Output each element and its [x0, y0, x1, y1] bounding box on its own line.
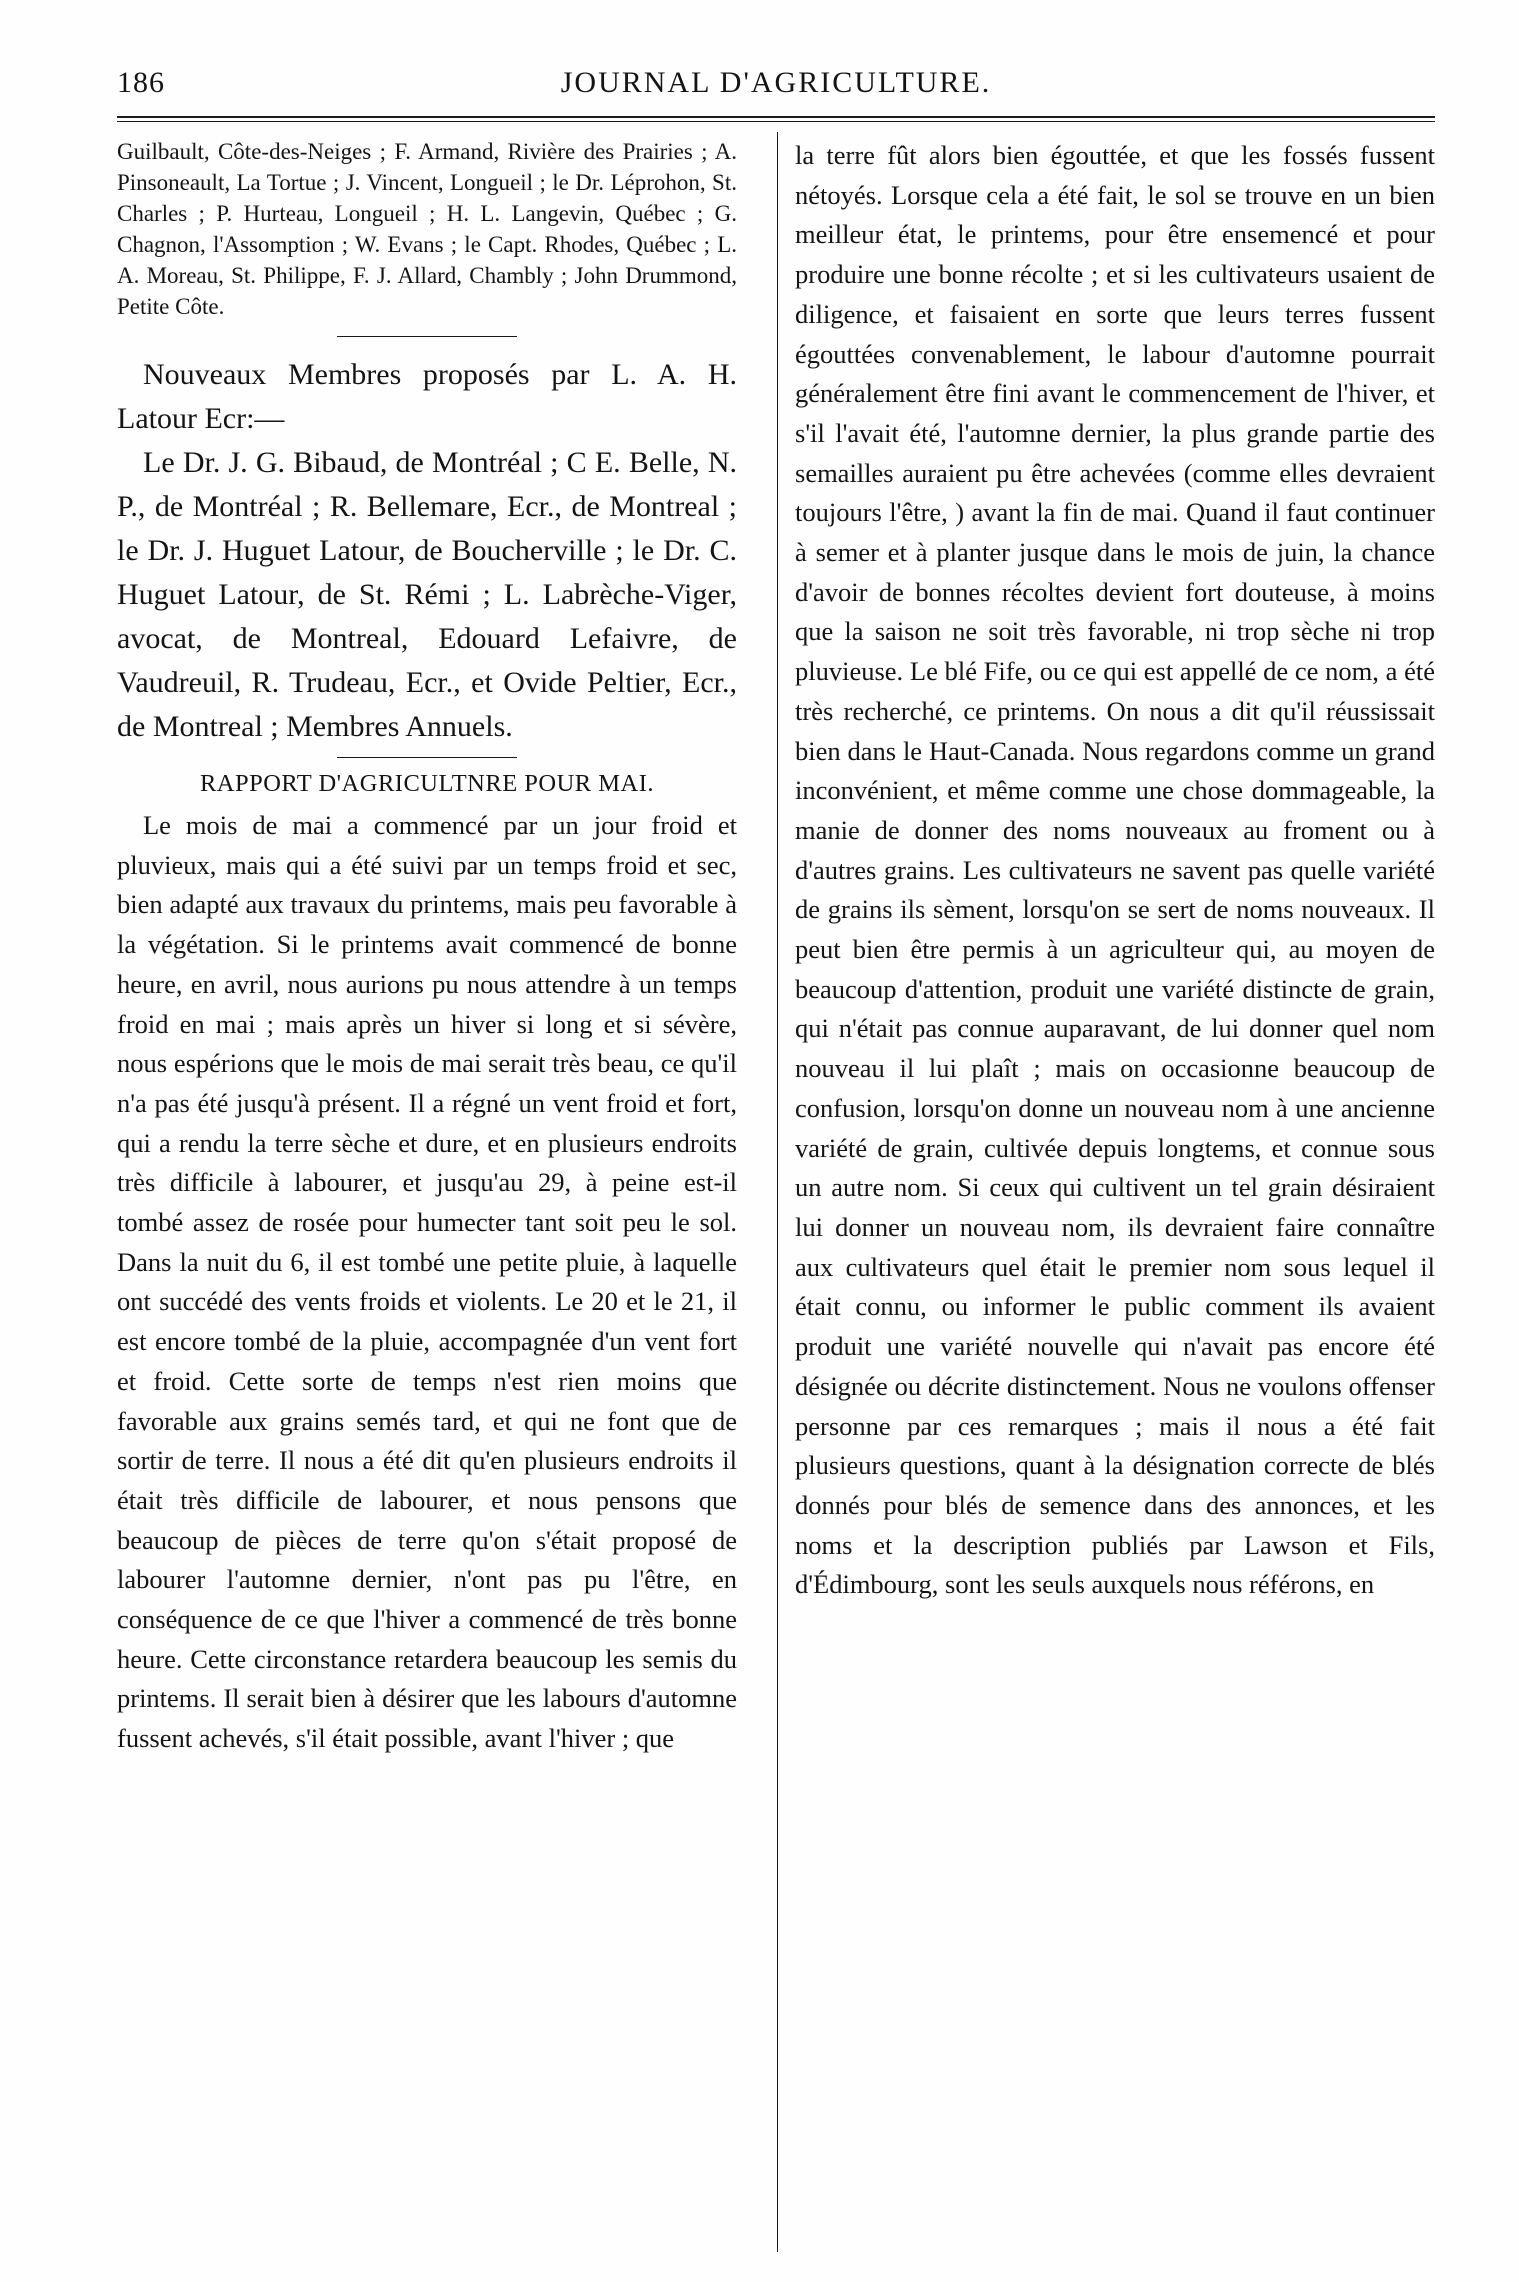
- report-heading: RAPPORT D'AGRICULTNRE POUR MAI.: [199, 770, 655, 797]
- section-divider-1: [337, 336, 517, 337]
- left-column: [117, 136, 737, 1759]
- new-members-heading: Nouveaux Membres proposés par L. A. H. Latour Ecr:—: [117, 358, 737, 435]
- section-divider-2: [337, 757, 517, 758]
- report-text: Le mois de mai a commencé par un jour froid et pluvieux, mais qui a été suivi par un temps froid et sec, bien adapté aux travaux du printems, mais peu favorable à la végétation. Si le printems avait commencé de bonne heure, en avril, nous aurions pu nous attendre à un temps froid en mai ; mais après un hiver si long et si sévère, nous espérions que le mois de mai serait très beau, ce qu'il n'a pas été jusqu'à présent. Il a régné un vent froid et fort, qui a rendu la terre sèche et dure, et en plusieurs endroits très difficile à labourer, et jusqu'au 29, à peine est-il tombé assez de rosée pour humecter tant soit peu le sol. Dans la nuit du 6, il est tombé une petite pluie, à laquelle ont succédé des vents froids et violents. Le 20 et le 21, il est encore tombé de la pluie, accompagnée d'un vent fort et froid. Cette sorte de temps n'est rien moins que favorable aux grains semés tard, et qui ne font que de sortir de terre. Il nous a été dit qu'en plusieurs endroits il était très difficile de labourer, et nous pensons que beaucoup de pièces de terre qu'on s'était proposé de labourer l'automne dernier, n'ont pas pu l'être, en conséquence de ce que l'hiver a commencé de très bonne heure. Cette circonstance retardera beaucoup les semis du printems. Il serait bien à désirer que les labours d'automne fussent achevés, s'il était possible, avant l'hiver ; que: [117, 810, 737, 1754]
- header-rule-top: [117, 116, 1435, 118]
- new-members-list: Le Dr. J. G. Bibaud, de Montréal ; C E. Belle, N. P., de Montréal ; R. Bellemare, Ecr., de Montreal ; le Dr. J. Huguet Latour, de Boucherville ; le Dr. C. Huguet Latour, de St. Rémi ; L. Labrèche-Viger, avocat, de Montreal, Edouard Lefaivre, de Vaudreuil, R. Trudeau, Ecr., et Ovide Peltier, Ecr., de Montreal ; Membres Annuels.: [117, 446, 737, 743]
- page-number: 186: [117, 66, 165, 99]
- page-header: [117, 60, 1435, 106]
- column-divider: [777, 132, 778, 2252]
- header-rule-bottom: [117, 121, 1435, 122]
- right-column: [795, 136, 1435, 1605]
- members-list: Guilbault, Côte-des-Neiges ; F. Armand, Rivière des Prairies ; A. Pinsoneault, La Tortue ; J. Vincent, Longueil ; le Dr. Léprohon, St. Charles ; P. Hurteau, Longueil ; H. L. Langevin, Québec ; G. Chagnon, l'Assomption ; W. Evans ; le Capt. Rhodes, Québec ; L. A. Moreau, St. Philippe, F. J. Allard, Chambly ; John Drummond, Petite Côte.: [117, 139, 737, 319]
- running-title: JOURNAL D'AGRICULTURE.: [560, 66, 992, 99]
- right-column-text: la terre fût alors bien égouttée, et que les fossés fussent nétoyés. Lorsque cela a été fait, le sol se trouve en un bien meilleur état, le printems, pour être ensemencé et pour produire une bonne récolte ; et si les cultivateurs usaient de diligence, et faisaient en sorte que leurs terres fussent égouttées convenablement, le labour d'automne pourrait généralement être fini avant le commencement de l'hiver, et s'il l'avait été, l'automne dernier, la plus grande partie des semailles auraient pu être achevées (comme elles devraient toujours l'être, ) avant la fin de mai. Quand il faut continuer à semer et à planter jusque dans le mois de juin, la chance d'avoir de bonnes récoltes devient fort douteuse, à moins que la saison ne soit très favorable, ni trop sèche ni trop pluvieuse. Le blé Fife, ou ce qui est appellé de ce nom, a été très recherché, ce printems. On nous a dit qu'il réussissait bien dans le Haut-Canada. Nous regardons comme un grand inconvénient, et même comme une chose dommageable, la manie de donner des noms nouveaux au froment ou à d'autres grains. Les cultivateurs ne savent pas quelle variété de grains ils sèment, lorsqu'on se sert de noms nouveaux. Il peut bien être permis à un agriculteur qui, au moyen de beaucoup d'attention, produit une variété distincte de grain, qui n'était pas connue auparavant, de lui donner quel nom nouveau il lui plaît ; mais on occasionne beaucoup de confusion, lorsqu'on donne un nouveau nom à une ancienne variété de grain, cultivée depuis longtems, et connue sous un autre nom. Si ceux qui cultivent un tel grain désiraient lui donner un nouveau nom, ils devraient faire connaître aux cultivateurs quel était le premier nom sous lequel il était connu, ou informer le public comment ils avaient produit une variété nouvelle qui n'avait pas encore été désignée ou décrite distinctement. Nous ne voulons offenser personne par ces remarques ; mais il nous a été fait plusieurs questions, quant à la désignation correcte de blés donnés pour blés de semence dans des annonces, et les noms et la description publiés par Lawson et Fils, d'Édimbourg, sont les seuls auxquels nous référons, en: [795, 140, 1435, 1600]
